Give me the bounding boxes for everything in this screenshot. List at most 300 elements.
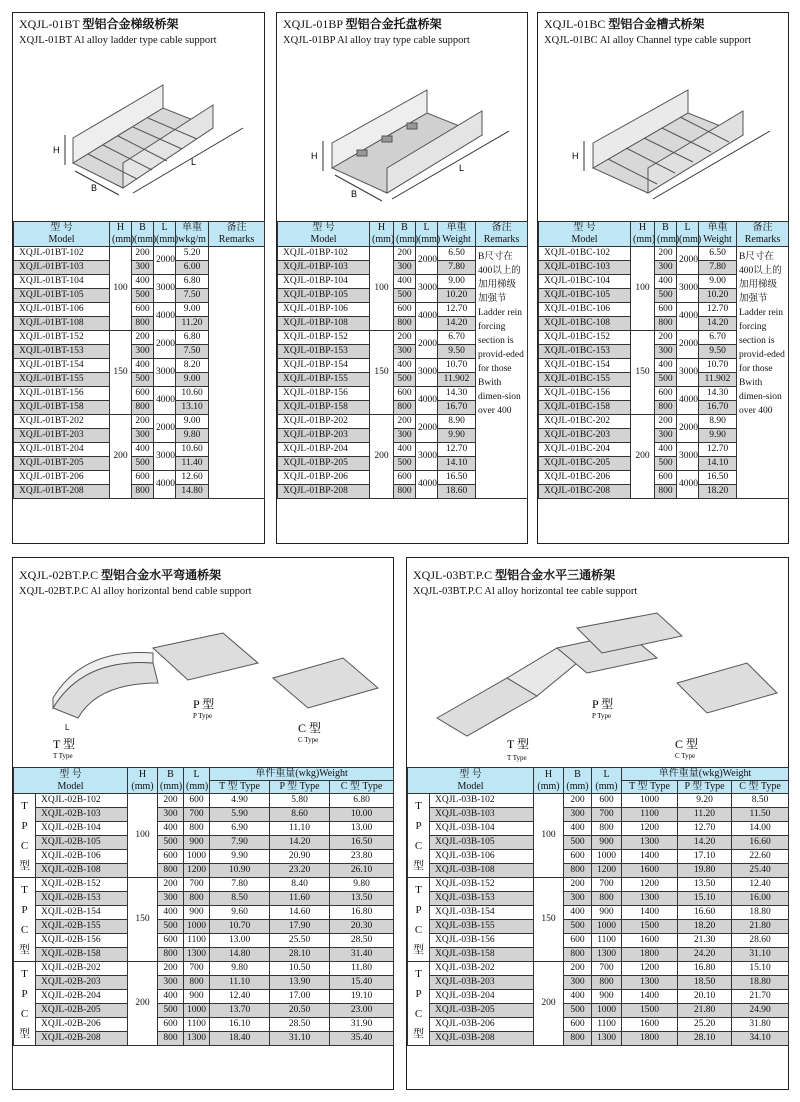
c-type-cell: 12.40 bbox=[732, 878, 789, 892]
model-cell: XQJL-02B-102 bbox=[36, 794, 128, 808]
p-type-cell: 5.80 bbox=[270, 794, 330, 808]
l-cell: 4000 bbox=[677, 471, 699, 499]
model-cell: XQJL-01BP-152 bbox=[278, 331, 370, 345]
weight-cell: 16.70 bbox=[438, 401, 476, 415]
l-cell: 700 bbox=[592, 878, 622, 892]
model-cell: XQJL-02B-108 bbox=[36, 864, 128, 878]
t-type-cell: 1600 bbox=[622, 1018, 678, 1032]
b-cell: 400 bbox=[158, 822, 184, 836]
weight-cell: 9.00 bbox=[176, 415, 209, 429]
l-cell: 2000 bbox=[154, 331, 176, 359]
header-model: 型 号 Model bbox=[278, 222, 370, 247]
b-cell: 400 bbox=[132, 443, 154, 457]
model-cell: XQJL-02B-154 bbox=[36, 906, 128, 920]
model-cell: XQJL-02B-204 bbox=[36, 990, 128, 1004]
l-cell: 800 bbox=[592, 822, 622, 836]
t-type-cell: 13.70 bbox=[210, 1004, 270, 1018]
l-cell: 1100 bbox=[592, 1018, 622, 1032]
b-cell: 600 bbox=[564, 850, 592, 864]
type-label-cell: T P C 型 bbox=[408, 794, 430, 878]
svg-text:H: H bbox=[572, 151, 579, 161]
weight-cell: 9.00 bbox=[438, 275, 476, 289]
b-cell: 200 bbox=[132, 331, 154, 345]
b-cell: 200 bbox=[564, 794, 592, 808]
weight-cell: 10.20 bbox=[438, 289, 476, 303]
b-cell: 400 bbox=[394, 275, 416, 289]
panel-title: XQJL-01BT 型铝合金梯级桥架 bbox=[19, 17, 179, 31]
header-remarks: 备注 Remarks bbox=[209, 222, 265, 247]
fig-label-p: P 型 bbox=[592, 697, 614, 711]
header-weight: 单重 wkg/m bbox=[176, 222, 209, 247]
model-cell: XQJL-03B-206 bbox=[430, 1018, 534, 1032]
model-cell: XQJL-01BT-204 bbox=[14, 443, 110, 457]
b-cell: 500 bbox=[394, 373, 416, 387]
l-cell: 900 bbox=[184, 990, 210, 1004]
l-cell: 4000 bbox=[154, 387, 176, 415]
t-type-cell: 5.90 bbox=[210, 808, 270, 822]
b-cell: 400 bbox=[394, 443, 416, 457]
h-cell: 100 bbox=[534, 794, 564, 878]
t-type-cell: 1200 bbox=[622, 822, 678, 836]
c-type-cell: 16.80 bbox=[330, 906, 394, 920]
h-cell: 150 bbox=[534, 878, 564, 962]
b-cell: 500 bbox=[158, 920, 184, 934]
c-type-cell: 18.80 bbox=[732, 976, 789, 990]
bend-illustration bbox=[13, 608, 393, 768]
b-cell: 800 bbox=[158, 864, 184, 878]
l-cell: 3000 bbox=[416, 359, 438, 387]
p-type-cell: 25.50 bbox=[270, 934, 330, 948]
table-row bbox=[408, 892, 789, 906]
model-cell: XQJL-02B-103 bbox=[36, 808, 128, 822]
header-model: 型 号 Model bbox=[539, 222, 631, 247]
panel-title: XQJL-01BP 型铝合金托盘桥架 bbox=[283, 17, 442, 31]
l-cell: 1000 bbox=[184, 850, 210, 864]
b-cell: 500 bbox=[564, 836, 592, 850]
c-type-cell: 14.00 bbox=[732, 822, 789, 836]
ladder-spec-table bbox=[13, 221, 265, 499]
table-row bbox=[408, 864, 789, 878]
c-type-cell: 11.50 bbox=[732, 808, 789, 822]
model-cell: XQJL-01BC-152 bbox=[539, 331, 631, 345]
model-cell: XQJL-03B-102 bbox=[430, 794, 534, 808]
model-cell: XQJL-02B-158 bbox=[36, 948, 128, 962]
c-type-cell: 31.80 bbox=[732, 1018, 789, 1032]
b-cell: 400 bbox=[655, 275, 677, 289]
panel-subtitle: XQJL-01BT Al alloy ladder type cable support bbox=[19, 35, 217, 46]
weight-cell: 16.50 bbox=[699, 471, 737, 485]
l-cell: 800 bbox=[184, 822, 210, 836]
p-type-cell: 14.20 bbox=[678, 836, 732, 850]
p-type-cell: 19.80 bbox=[678, 864, 732, 878]
t-type-cell: 13.00 bbox=[210, 934, 270, 948]
c-type-cell: 31.90 bbox=[330, 1018, 394, 1032]
model-cell: XQJL-01BC-206 bbox=[539, 471, 631, 485]
table-row bbox=[408, 850, 789, 864]
table-row bbox=[408, 934, 789, 948]
header-t-type: T 型 Type bbox=[210, 781, 270, 794]
model-cell: XQJL-03B-154 bbox=[430, 906, 534, 920]
model-cell: XQJL-01BC-208 bbox=[539, 485, 631, 499]
b-cell: 800 bbox=[158, 1032, 184, 1046]
c-type-cell: 28.50 bbox=[330, 934, 394, 948]
svg-text:B: B bbox=[91, 183, 98, 193]
b-cell: 600 bbox=[132, 387, 154, 401]
l-cell: 3000 bbox=[416, 275, 438, 303]
model-cell: XQJL-01BP-153 bbox=[278, 345, 370, 359]
t-type-cell: 9.60 bbox=[210, 906, 270, 920]
model-cell: XQJL-03B-156 bbox=[430, 934, 534, 948]
b-cell: 200 bbox=[564, 962, 592, 976]
weight-cell: 13.10 bbox=[176, 401, 209, 415]
table-row bbox=[14, 822, 394, 836]
model-cell: XQJL-01BP-203 bbox=[278, 429, 370, 443]
model-cell: XQJL-01BC-158 bbox=[539, 401, 631, 415]
b-cell: 600 bbox=[394, 303, 416, 317]
model-cell: XQJL-01BC-104 bbox=[539, 275, 631, 289]
p-type-cell: 15.10 bbox=[678, 892, 732, 906]
l-cell: 1300 bbox=[184, 1032, 210, 1046]
t-type-cell: 16.10 bbox=[210, 1018, 270, 1032]
model-cell: XQJL-03B-205 bbox=[430, 1004, 534, 1018]
p-type-cell: 16.60 bbox=[678, 906, 732, 920]
weight-cell: 8.90 bbox=[699, 415, 737, 429]
p-type-cell: 21.80 bbox=[678, 1004, 732, 1018]
b-cell: 500 bbox=[655, 289, 677, 303]
header-c-type: C 型 Type bbox=[330, 781, 394, 794]
b-cell: 300 bbox=[132, 345, 154, 359]
model-cell: XQJL-01BC-154 bbox=[539, 359, 631, 373]
p-type-cell: 10.50 bbox=[270, 962, 330, 976]
weight-cell: 10.60 bbox=[176, 387, 209, 401]
model-cell: XQJL-03B-158 bbox=[430, 948, 534, 962]
b-cell: 400 bbox=[158, 990, 184, 1004]
header-weight: 单重 Weight bbox=[438, 222, 476, 247]
t-type-cell: 1400 bbox=[622, 990, 678, 1004]
p-type-cell: 28.10 bbox=[270, 948, 330, 962]
b-cell: 200 bbox=[394, 415, 416, 429]
model-cell: XQJL-02B-202 bbox=[36, 962, 128, 976]
weight-cell: 6.80 bbox=[176, 331, 209, 345]
type-label-cell: T P C 型 bbox=[408, 962, 430, 1046]
l-cell: 3000 bbox=[677, 443, 699, 471]
b-cell: 300 bbox=[132, 261, 154, 275]
l-cell: 800 bbox=[184, 976, 210, 990]
table-row bbox=[408, 948, 789, 962]
weight-cell: 11.20 bbox=[176, 317, 209, 331]
model-cell: XQJL-01BP-106 bbox=[278, 303, 370, 317]
c-type-cell: 25.40 bbox=[732, 864, 789, 878]
b-cell: 500 bbox=[158, 836, 184, 850]
model-cell: XQJL-03B-208 bbox=[430, 1032, 534, 1046]
model-cell: XQJL-01BP-154 bbox=[278, 359, 370, 373]
panel-title: XQJL-01BC 型铝合金槽式桥架 bbox=[544, 17, 705, 31]
panel-title: XQJL-02BT.P.C 型铝合金水平弯通桥架 bbox=[19, 568, 222, 582]
b-cell: 300 bbox=[655, 429, 677, 443]
weight-cell: 12.70 bbox=[438, 443, 476, 457]
model-cell: XQJL-01BC-203 bbox=[539, 429, 631, 443]
l-cell: 2000 bbox=[677, 331, 699, 359]
b-cell: 500 bbox=[394, 457, 416, 471]
remarks-cell: B尺寸在400以上的加用梯级加强节 Ladder rein forcing section is provid-eded for those Bwith dimen-sion over 400 bbox=[476, 247, 528, 499]
model-cell: XQJL-03B-202 bbox=[430, 962, 534, 976]
b-cell: 200 bbox=[655, 331, 677, 345]
p-type-cell: 9.20 bbox=[678, 794, 732, 808]
l-cell: 4000 bbox=[416, 471, 438, 499]
l-cell: 1100 bbox=[184, 934, 210, 948]
l-cell: 3000 bbox=[154, 443, 176, 471]
model-cell: XQJL-03B-106 bbox=[430, 850, 534, 864]
weight-cell: 7.50 bbox=[176, 289, 209, 303]
p-type-cell: 23.20 bbox=[270, 864, 330, 878]
c-type-cell: 15.10 bbox=[732, 962, 789, 976]
p-type-cell: 18.50 bbox=[678, 976, 732, 990]
model-cell: XQJL-01BP-156 bbox=[278, 387, 370, 401]
t-type-cell: 7.80 bbox=[210, 878, 270, 892]
c-type-cell: 13.00 bbox=[330, 822, 394, 836]
model-cell: XQJL-01BC-205 bbox=[539, 457, 631, 471]
b-cell: 800 bbox=[564, 948, 592, 962]
model-cell: XQJL-01BP-102 bbox=[278, 247, 370, 261]
model-cell: XQJL-02B-153 bbox=[36, 892, 128, 906]
t-type-cell: 1000 bbox=[622, 794, 678, 808]
model-cell: XQJL-03B-204 bbox=[430, 990, 534, 1004]
b-cell: 600 bbox=[132, 471, 154, 485]
p-type-cell: 8.40 bbox=[270, 878, 330, 892]
header-h: H (mm) bbox=[370, 222, 394, 247]
b-cell: 800 bbox=[655, 317, 677, 331]
b-cell: 300 bbox=[394, 261, 416, 275]
c-type-cell: 16.60 bbox=[732, 836, 789, 850]
l-cell: 700 bbox=[184, 962, 210, 976]
model-cell: XQJL-01BC-103 bbox=[539, 261, 631, 275]
b-cell: 800 bbox=[132, 401, 154, 415]
l-cell: 700 bbox=[592, 808, 622, 822]
b-cell: 600 bbox=[394, 471, 416, 485]
weight-cell: 12.70 bbox=[699, 443, 737, 457]
weight-cell: 12.70 bbox=[699, 303, 737, 317]
table-row bbox=[14, 948, 394, 962]
c-type-cell: 18.80 bbox=[732, 906, 789, 920]
svg-text:H: H bbox=[311, 151, 318, 161]
model-cell: XQJL-01BT-105 bbox=[14, 289, 110, 303]
b-cell: 800 bbox=[394, 485, 416, 499]
panel-horizontal-bend bbox=[12, 557, 394, 1090]
table-row bbox=[14, 794, 394, 808]
table-row bbox=[408, 878, 789, 892]
b-cell: 500 bbox=[132, 373, 154, 387]
model-cell: XQJL-01BC-105 bbox=[539, 289, 631, 303]
b-cell: 600 bbox=[655, 387, 677, 401]
b-cell: 400 bbox=[564, 990, 592, 1004]
table-row bbox=[14, 906, 394, 920]
p-type-cell: 13.50 bbox=[678, 878, 732, 892]
model-cell: XQJL-03B-152 bbox=[430, 878, 534, 892]
model-cell: XQJL-03B-108 bbox=[430, 864, 534, 878]
header-remarks: 备注 Remarks bbox=[737, 222, 789, 247]
fig-label-p: P 型 bbox=[193, 697, 215, 711]
b-cell: 800 bbox=[132, 317, 154, 331]
weight-cell: 6.70 bbox=[699, 331, 737, 345]
b-cell: 400 bbox=[158, 906, 184, 920]
header-l: L (mm) bbox=[184, 768, 210, 794]
panel-channel-type bbox=[537, 12, 789, 544]
c-type-cell: 23.80 bbox=[330, 850, 394, 864]
l-cell: 1100 bbox=[592, 934, 622, 948]
l-cell: 900 bbox=[592, 836, 622, 850]
model-cell: XQJL-03B-103 bbox=[430, 808, 534, 822]
p-type-cell: 11.20 bbox=[678, 808, 732, 822]
table-row bbox=[278, 247, 528, 261]
b-cell: 800 bbox=[394, 317, 416, 331]
panel-tray-type bbox=[276, 12, 528, 544]
header-p-type: P 型 Type bbox=[678, 781, 732, 794]
weight-cell: 6.50 bbox=[438, 247, 476, 261]
l-cell: 4000 bbox=[677, 387, 699, 415]
bend-spec-table bbox=[13, 767, 394, 1046]
b-cell: 500 bbox=[655, 373, 677, 387]
p-type-cell: 21.30 bbox=[678, 934, 732, 948]
header-h: H (mm) bbox=[534, 768, 564, 794]
model-cell: XQJL-01BT-205 bbox=[14, 457, 110, 471]
b-cell: 200 bbox=[655, 247, 677, 261]
t-type-cell: 9.90 bbox=[210, 850, 270, 864]
h-cell: 100 bbox=[128, 794, 158, 878]
p-type-cell: 17.90 bbox=[270, 920, 330, 934]
p-type-cell: 14.20 bbox=[270, 836, 330, 850]
fig-label-c: C 型 bbox=[298, 721, 322, 735]
t-type-cell: 10.90 bbox=[210, 864, 270, 878]
header-l: L (mm) bbox=[592, 768, 622, 794]
l-cell: 700 bbox=[184, 808, 210, 822]
channel-spec-table bbox=[538, 221, 789, 499]
b-cell: 400 bbox=[655, 443, 677, 457]
b-cell: 500 bbox=[564, 1004, 592, 1018]
header-remarks: 备注 Remarks bbox=[476, 222, 528, 247]
l-cell: 4000 bbox=[416, 387, 438, 415]
b-cell: 300 bbox=[394, 345, 416, 359]
header-b: B (mm) bbox=[564, 768, 592, 794]
c-type-cell: 23.00 bbox=[330, 1004, 394, 1018]
header-c-type: C 型 Type bbox=[732, 781, 789, 794]
model-cell: XQJL-01BP-205 bbox=[278, 457, 370, 471]
header-model: 型 号 Model bbox=[14, 768, 128, 794]
t-type-cell: 6.90 bbox=[210, 822, 270, 836]
svg-text:L: L bbox=[459, 163, 465, 173]
p-type-cell: 17.00 bbox=[270, 990, 330, 1004]
c-type-cell: 31.40 bbox=[330, 948, 394, 962]
l-cell: 4000 bbox=[154, 303, 176, 331]
model-cell: XQJL-02B-205 bbox=[36, 1004, 128, 1018]
l-cell: 3000 bbox=[154, 359, 176, 387]
c-type-cell: 6.80 bbox=[330, 794, 394, 808]
ladder-tray-illustration bbox=[13, 53, 264, 233]
svg-text:B: B bbox=[351, 189, 358, 199]
tray-spec-table bbox=[277, 221, 528, 499]
table-row bbox=[408, 990, 789, 1004]
model-cell: XQJL-01BT-106 bbox=[14, 303, 110, 317]
weight-cell: 9.50 bbox=[438, 345, 476, 359]
c-type-cell: 10.00 bbox=[330, 808, 394, 822]
h-cell: 100 bbox=[110, 247, 132, 331]
p-type-cell: 8.60 bbox=[270, 808, 330, 822]
weight-cell: 10.70 bbox=[699, 359, 737, 373]
l-cell: 2000 bbox=[677, 247, 699, 275]
c-type-cell: 8.50 bbox=[732, 794, 789, 808]
model-cell: XQJL-01BT-108 bbox=[14, 317, 110, 331]
header-model: 型 号 Model bbox=[14, 222, 110, 247]
b-cell: 800 bbox=[564, 864, 592, 878]
weight-cell: 14.30 bbox=[699, 387, 737, 401]
b-cell: 200 bbox=[394, 247, 416, 261]
b-cell: 600 bbox=[655, 471, 677, 485]
t-type-cell: 1200 bbox=[622, 878, 678, 892]
weight-cell: 9.90 bbox=[438, 429, 476, 443]
model-cell: XQJL-01BT-155 bbox=[14, 373, 110, 387]
panel-horizontal-tee bbox=[406, 557, 789, 1090]
h-cell: 200 bbox=[631, 415, 655, 499]
t-type-cell: 1300 bbox=[622, 892, 678, 906]
model-cell: XQJL-01BP-104 bbox=[278, 275, 370, 289]
c-type-cell: 13.50 bbox=[330, 892, 394, 906]
h-cell: 100 bbox=[370, 247, 394, 331]
table-row bbox=[14, 1032, 394, 1046]
weight-cell: 12.60 bbox=[176, 471, 209, 485]
table-row bbox=[408, 1018, 789, 1032]
weight-cell: 6.80 bbox=[176, 275, 209, 289]
model-cell: XQJL-01BT-206 bbox=[14, 471, 110, 485]
l-cell: 4000 bbox=[677, 303, 699, 331]
model-cell: XQJL-01BP-202 bbox=[278, 415, 370, 429]
l-cell: 1000 bbox=[184, 1004, 210, 1018]
l-cell: 600 bbox=[184, 794, 210, 808]
b-cell: 800 bbox=[394, 401, 416, 415]
header-p-type: P 型 Type bbox=[270, 781, 330, 794]
b-cell: 200 bbox=[132, 415, 154, 429]
fig-label-p-en: P Type bbox=[193, 712, 213, 720]
weight-cell: 11.902 bbox=[438, 373, 476, 387]
t-type-cell: 1400 bbox=[622, 906, 678, 920]
b-cell: 300 bbox=[564, 808, 592, 822]
p-type-cell: 11.60 bbox=[270, 892, 330, 906]
p-type-cell: 18.20 bbox=[678, 920, 732, 934]
p-type-cell: 28.50 bbox=[270, 1018, 330, 1032]
svg-text:L: L bbox=[191, 157, 197, 167]
l-cell: 2000 bbox=[416, 247, 438, 275]
h-cell: 150 bbox=[370, 331, 394, 415]
weight-cell: 10.20 bbox=[699, 289, 737, 303]
svg-text:H: H bbox=[53, 145, 60, 155]
type-label-cell: T P C 型 bbox=[408, 878, 430, 962]
c-type-cell: 22.60 bbox=[732, 850, 789, 864]
model-cell: XQJL-03B-155 bbox=[430, 920, 534, 934]
model-cell: XQJL-02B-155 bbox=[36, 920, 128, 934]
weight-cell: 14.30 bbox=[438, 387, 476, 401]
t-type-cell: 14.80 bbox=[210, 948, 270, 962]
table-row bbox=[14, 836, 394, 850]
table-row bbox=[408, 920, 789, 934]
model-cell: XQJL-01BC-156 bbox=[539, 387, 631, 401]
h-cell: 200 bbox=[110, 415, 132, 499]
table-row bbox=[14, 962, 394, 976]
b-cell: 300 bbox=[394, 429, 416, 443]
table-row bbox=[14, 247, 265, 261]
model-cell: XQJL-01BT-153 bbox=[14, 345, 110, 359]
b-cell: 800 bbox=[655, 401, 677, 415]
model-cell: XQJL-01BC-202 bbox=[539, 415, 631, 429]
weight-cell: 8.20 bbox=[176, 359, 209, 373]
model-cell: XQJL-01BP-103 bbox=[278, 261, 370, 275]
